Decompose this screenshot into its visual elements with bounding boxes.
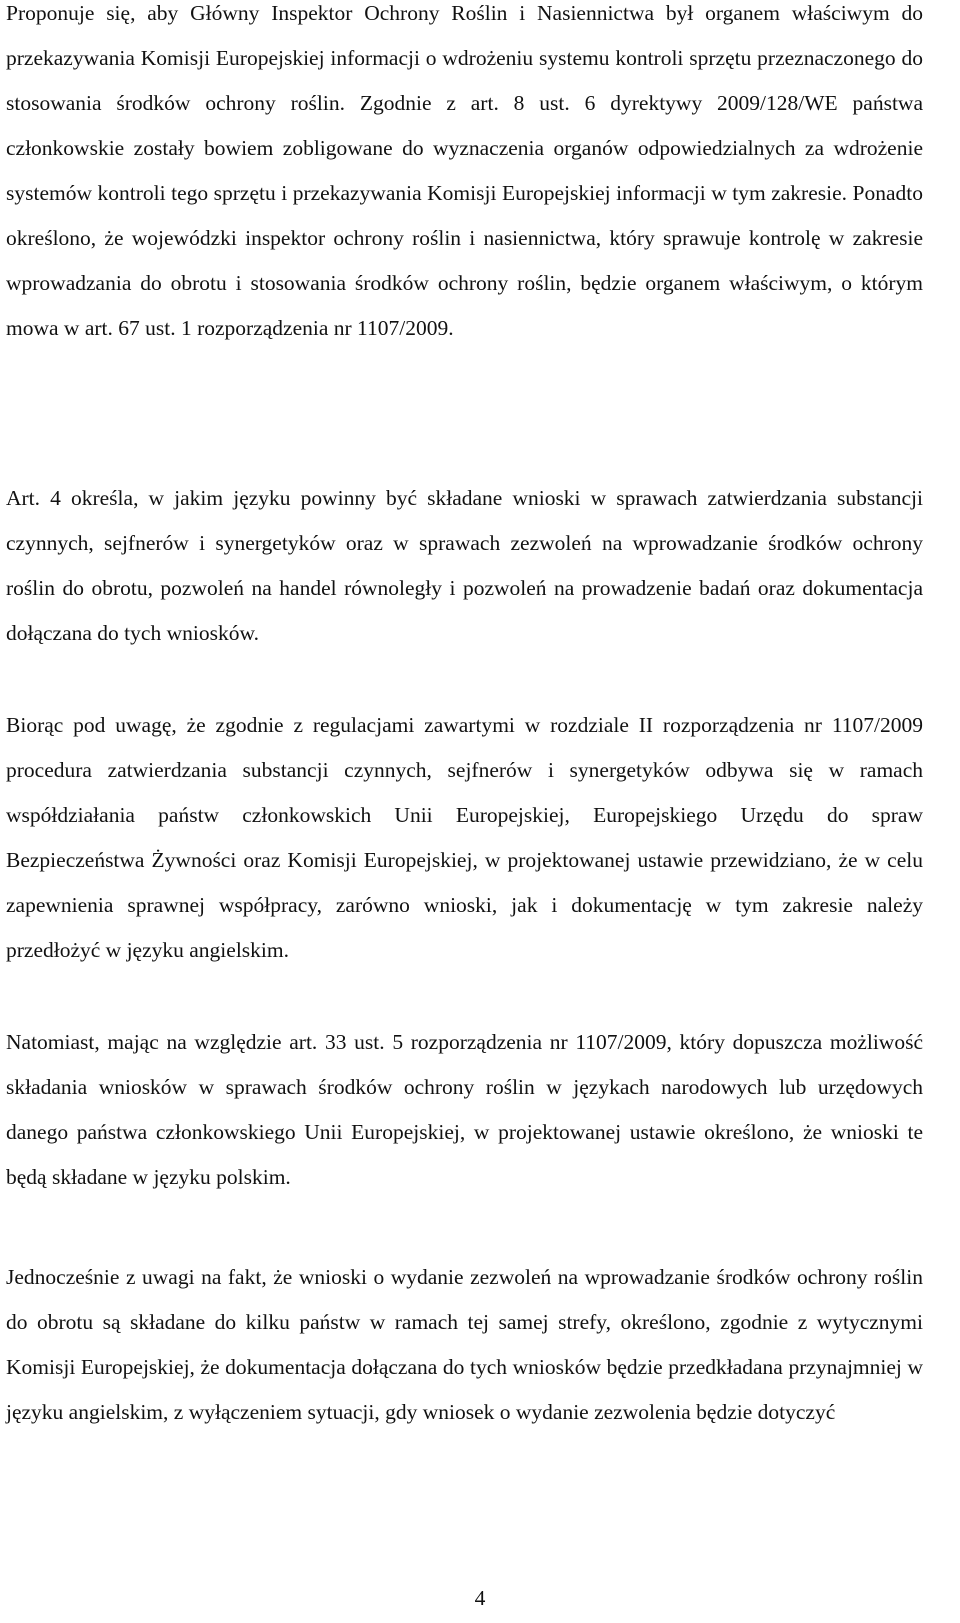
paragraph-english-requirement: Biorąc pod uwagę, że zgodnie z regulacjami zawartymi w rozdziale II rozporządzenia nr 1107/2009 procedura zatwierdzania substancji czynnych, sejfnerów i synergetyków odbywa się w ramach współdziałania państw członkowskich Unii Europejskiej, Europejskiego Urzędu do spraw Bezpieczeństwa Żywności oraz Komisji Europejskiej, w projektowanej ustawie przewidziano, że w celu zapewnienia sprawnej współpracy, zarówno wnioski, jak i dokumentację w tym zakresie należy przedłożyć w języku angielskim. xyxy=(6,713,923,962)
page-number: 4 xyxy=(474,1586,486,1610)
paragraph-inspector-authority: Proponuje się, aby Główny Inspektor Ochrony Roślin i Nasiennictwa był organem właściwym do przekazywania Komisji Europejskiej informacji o wdrożeniu systemu kontroli sprzętu przeznaczonego do stosowania środków ochrony roślin. Zgodnie z art. 8 ust. 6 dyrektywy 2009/128/WE państwa członkowskie zostały bowiem zobligowane do wyznaczenia organów odpowiedzialnych za wdrożenie systemów kontroli tego sprzętu i przekazywania Komisji Europejskiej informacji w tym zakresie. Ponadto określono, że wojewódzki inspektor ochrony roślin i nasiennictwa, który sprawuje kontrolę w zakresie wprowadzania do obrotu i stosowania środków ochrony roślin, będzie organem właściwym, o którym mowa w art. 67 ust. 1 rozporządzenia nr 1107/2009. xyxy=(6,1,923,340)
paragraph-polish-requirement: Natomiast, mając na względzie art. 33 ust. 5 rozporządzenia nr 1107/2009, który dopuszcza możliwość składania wniosków w sprawach środków ochrony roślin w językach narodowych lub urzędowych danego państwa członkowskiego Unii Europejskiej, w projektowanej ustawie określono, że wnioski te będą składane w języku polskim. xyxy=(6,1030,923,1189)
paragraph-zone-documentation: Jednocześnie z uwagi na fakt, że wnioski o wydanie zezwoleń na wprowadzanie środków ochrony roślin do obrotu są składane do kilku państw w ramach tej samej strefy, określono, zgodnie z wytycznymi Komisji Europejskiej, że dokumentacja dołączana do tych wniosków będzie przedkładana przynajmniej w języku angielskim, z wyłączeniem sytuacji, gdy wniosek o wydanie zezwolenia będzie dotyczyć xyxy=(6,1265,923,1424)
paragraph-art-4-language: Art. 4 określa, w jakim języku powinny być składane wnioski w sprawach zatwierdzania substancji czynnych, sejfnerów i synergetyków oraz w sprawach zezwoleń na wprowadzanie środków ochrony roślin do obrotu, pozwoleń na handel równoległy i pozwoleń na prowadzenie badań oraz dokumentacja dołączana do tych wniosków. xyxy=(6,486,923,645)
